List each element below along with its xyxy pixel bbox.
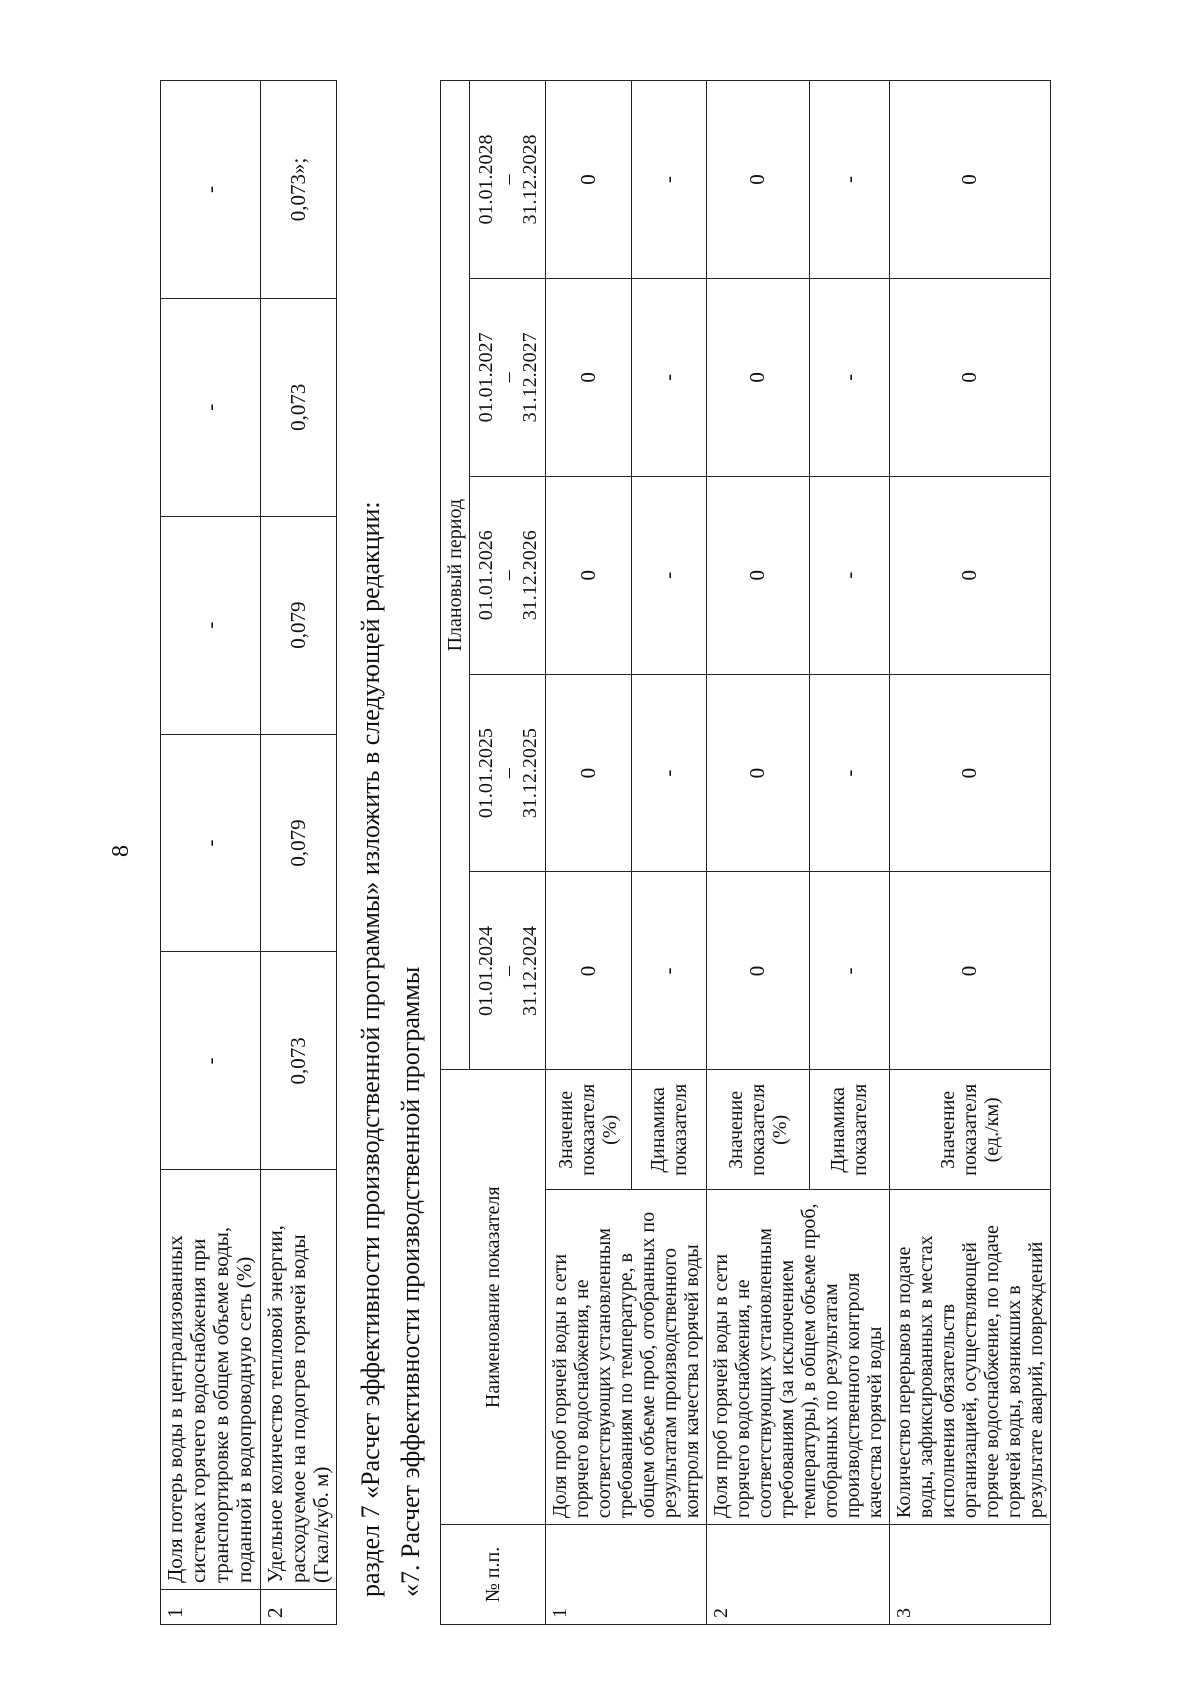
row-number: 3 xyxy=(890,1525,1051,1625)
indicator-value: 0 xyxy=(707,81,810,279)
efficiency-table xyxy=(440,80,1051,1625)
dynamics-label: Динамика показателя xyxy=(631,1070,706,1190)
dynamics-label: Динамика показателя xyxy=(809,1070,889,1190)
indicator-value: 0 xyxy=(546,674,632,872)
table-row xyxy=(161,81,261,1625)
value-label: Значение показателя (%) xyxy=(707,1070,810,1190)
indicator-name: Удельное количество тепловой энергии, расходуемое на подогрев горячей воды (Гкал/куб. м) xyxy=(261,1170,337,1590)
header-period: 01.01.2028 – 31.12.2028 xyxy=(470,81,546,279)
indicator-value: - xyxy=(161,298,261,516)
indicator-value: 0 xyxy=(890,872,1051,1070)
indicator-value: 0,079 xyxy=(261,734,337,952)
header-period: 01.01.2027 – 31.12.2027 xyxy=(470,278,546,476)
header-period: 01.01.2026 – 31.12.2026 xyxy=(470,476,546,674)
row-number: 2 xyxy=(707,1525,890,1625)
table-row xyxy=(890,81,1051,1625)
indicator-dynamics: - xyxy=(631,81,706,279)
indicator-value: 0 xyxy=(707,278,810,476)
indicator-value: 0,073 xyxy=(261,298,337,516)
table-row xyxy=(261,81,337,1625)
indicator-value: 0 xyxy=(546,81,632,279)
header-number: № п.п. xyxy=(441,1525,546,1625)
indicator-value: 0 xyxy=(546,476,632,674)
indicator-value: - xyxy=(161,516,261,734)
indicator-value: 0 xyxy=(546,872,632,1070)
indicator-dynamics: - xyxy=(631,476,706,674)
section-7-instruction: раздел 7 «Расчет эффективности производственной программы» изложить в следующей редакции: xyxy=(356,501,385,1597)
indicator-dynamics: - xyxy=(631,674,706,872)
indicator-value: 0 xyxy=(890,278,1051,476)
indicator-dynamics: - xyxy=(809,476,889,674)
indicator-value: 0,079 xyxy=(261,516,337,734)
indicator-value: 0,073 xyxy=(261,952,337,1170)
indicator-value: 0 xyxy=(890,476,1051,674)
indicator-name: Количество перерывов в подаче воды, зафиксированных в местах исполнения обязательств организацией, осуществляющей горячее водоснабжение, по подаче горячей воды, возникших в результате аварий, повреждений xyxy=(890,1190,1051,1525)
value-label: Значение показателя (%) xyxy=(546,1070,632,1190)
indicator-value: 0 xyxy=(707,872,810,1070)
indicator-value: - xyxy=(161,952,261,1170)
row-number: 1 xyxy=(161,1590,261,1625)
indicator-name: Доля проб горячей воды в сети горячего водоснабжения, не соответствующих установленным требованиям (за исключением температуры), в общем объеме проб, отобранных по результатам производственного контроля качества горячей воды xyxy=(707,1190,890,1525)
section-7-heading: «7. Расчет эффективности производственной программы xyxy=(396,966,425,1597)
row-number: 2 xyxy=(261,1590,337,1625)
indicator-dynamics: - xyxy=(809,81,889,279)
header-period: 01.01.2025 – 31.12.2025 xyxy=(470,674,546,872)
indicator-value: - xyxy=(161,734,261,952)
indicator-dynamics: - xyxy=(809,872,889,1070)
indicators-table-continued xyxy=(160,80,337,1625)
indicator-value: 0,073»; xyxy=(261,81,337,299)
indicator-dynamics: - xyxy=(631,872,706,1070)
header-period: 01.01.2024 – 31.12.2024 xyxy=(470,872,546,1070)
header-indicator-name: Наименование показателя xyxy=(441,1070,546,1525)
header-row xyxy=(441,81,470,1625)
indicator-dynamics: - xyxy=(809,674,889,872)
indicator-value: 0 xyxy=(890,674,1051,872)
header-planned-period: Плановый период xyxy=(441,81,470,1070)
indicator-name: Доля потерь воды в централизованных системах горячего водоснабжения при транспортировке в общем объеме воды, поданной в водопроводную сеть (%) xyxy=(161,1170,261,1590)
indicator-dynamics: - xyxy=(809,278,889,476)
page-number: 8 xyxy=(108,845,134,857)
indicator-dynamics: - xyxy=(631,278,706,476)
table-row xyxy=(707,81,810,1625)
row-number: 1 xyxy=(546,1525,707,1625)
indicator-value: 0 xyxy=(707,476,810,674)
indicator-value: 0 xyxy=(546,278,632,476)
indicator-value: 0 xyxy=(890,81,1051,279)
table-row xyxy=(546,81,632,1625)
indicator-value: - xyxy=(161,81,261,299)
indicator-name: Доля проб горячей воды в сети горячего водоснабжения, не соответствующих установленным требованиям по температуре, в общем объеме проб, отобранных по результатам производственного контроля качества горячей воды xyxy=(546,1190,707,1525)
indicator-value: 0 xyxy=(707,674,810,872)
value-label: Значение показателя (ед./км) xyxy=(890,1070,1051,1190)
